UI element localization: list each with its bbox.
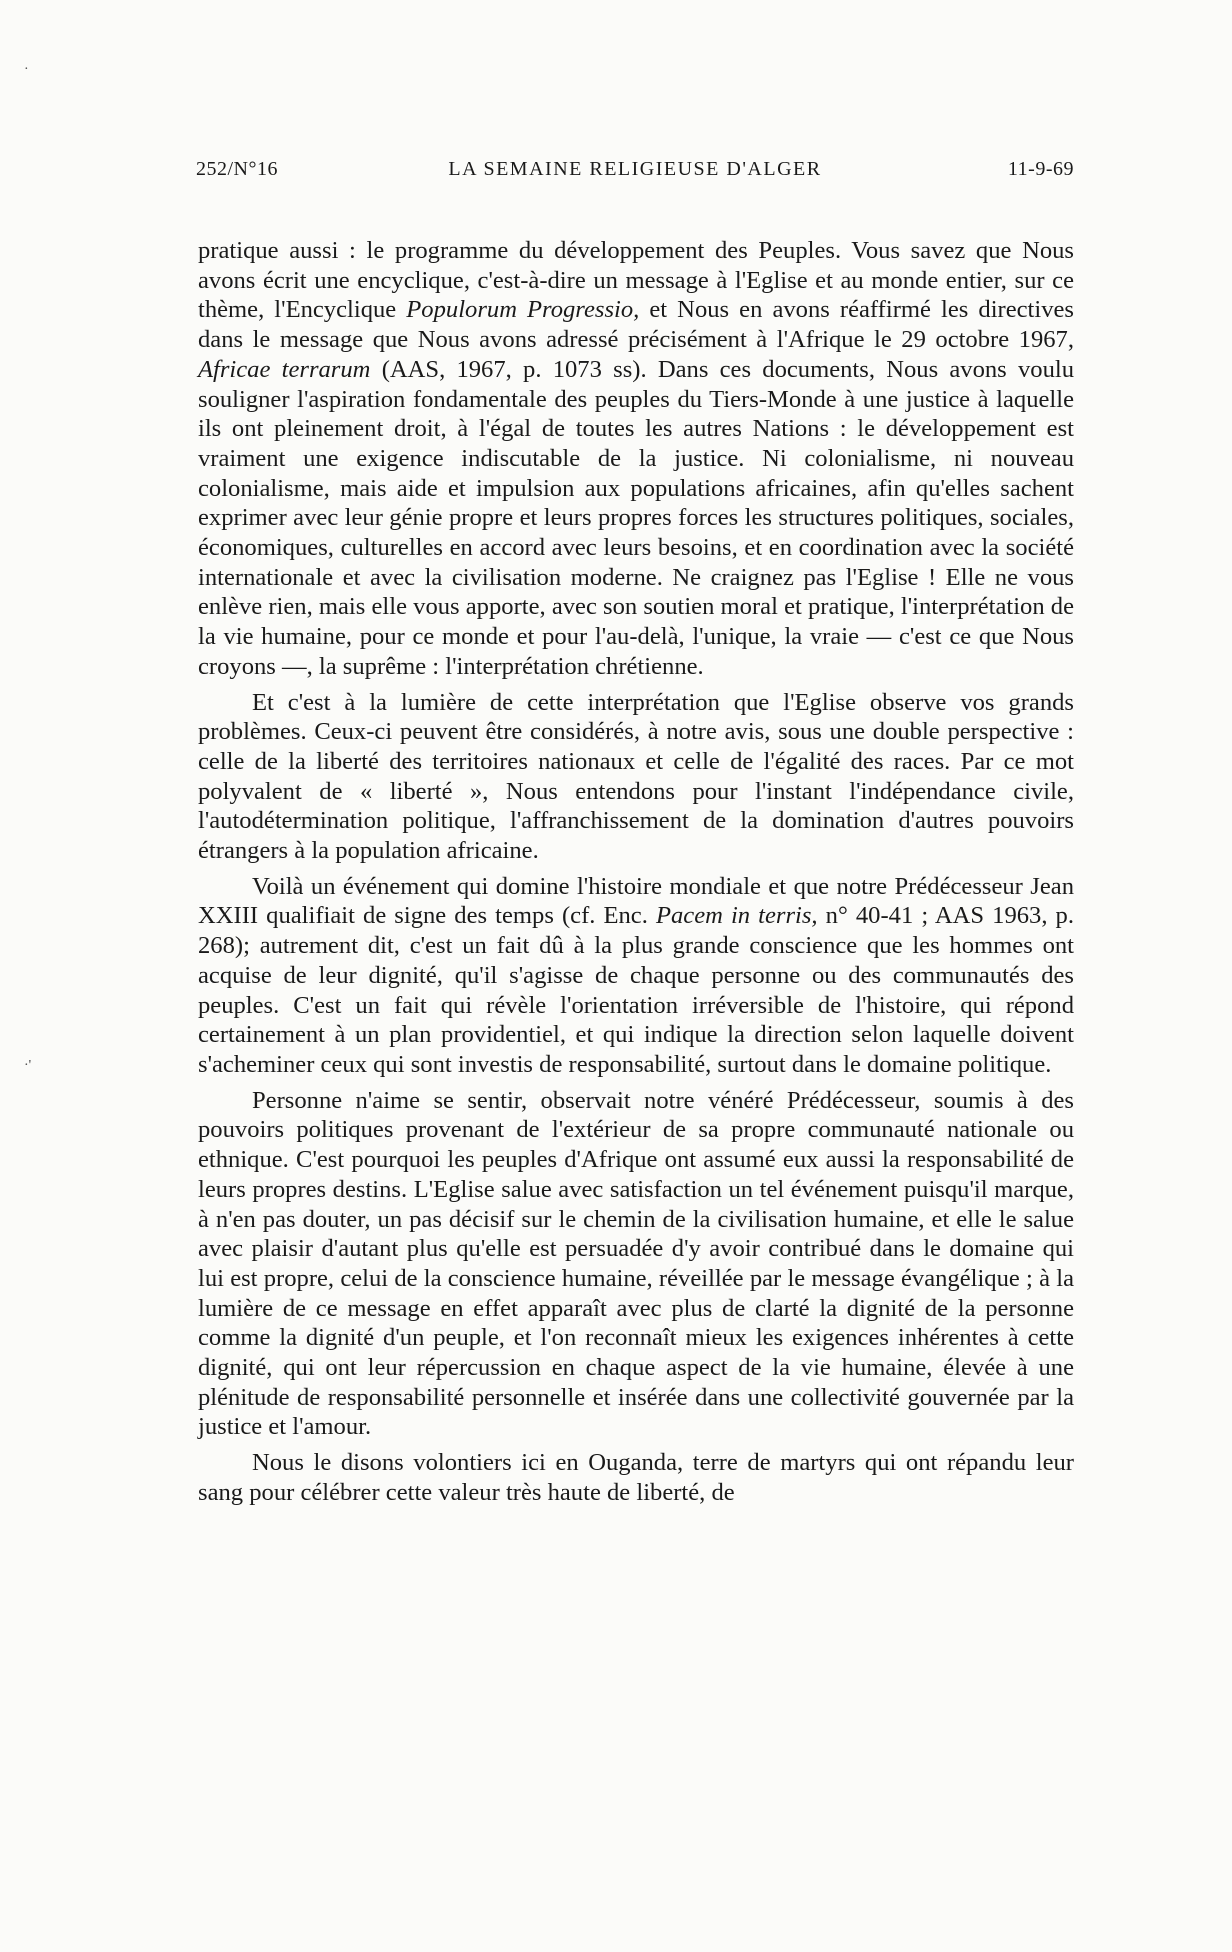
body-text (198, 236, 1074, 1514)
publication-title: LA SEMAINE RELIGIEUSE D'ALGER (448, 158, 822, 180)
text-run: Personne n'aime se sentir, observait notre vénéré Prédécesseur, soumis à des pouvoirs politiques provenant de l'extérieur de sa propre communauté nationale ou ethnique. C'est pourquoi les peuples d'Afrique ont assumé eux aussi la responsabilité de leurs propres destins. L'Eglise salue avec satisfaction un tel événement puisqu'il marque, à n'en pas douter, un pas décisif sur le chemin de la civilisation humaine, et elle le salue avec plaisir d'autant plus qu'elle est persuadée d'y avoir contribué dans le domaine qui lui est propre, celui de la conscience humaine, réveillée par le message évangélique ; à la lumière de ce message en effet apparaît avec plus de clarté la dignité de la personne comme la dignité d'un peuple, et l'on reconnaît mieux les exigences inhérentes à cette dignité, qui ont leur répercussion en chaque aspect de la vie humaine, élevée à une plénitude de responsabilité personnelle et insérée dans une collectivité gouvernée par la justice et l'amour. (198, 1086, 1074, 1441)
text-run: (AAS, 1967, p. 1073 ss). Dans ces documents, Nous avons voulu souligner l'aspiration fondamentale des peuples du Tiers-Monde à une justice à laquelle ils ont pleinement droit, à l'égal de toutes les autres Nations : le développement est vraiment une exigence indiscutable de la justice. Ni colonialisme, ni nouveau colonialisme, mais aide et impulsion aux populations africaines, afin qu'elles sachent exprimer avec leur génie propre et leurs propres forces les structures politiques, sociales, économiques, culturelles en accord avec leurs besoins, et en coordination avec la société internationale et avec la civilisation moderne. Ne craignez pas l'Eglise ! Elle ne vous enlève rien, mais elle vous apporte, avec son soutien moral et pratique, l'interprétation de la vie humaine, pour ce monde et pour l'au-delà, l'unique, la vraie — c'est ce que Nous croyons —, la suprême : l'interprétation chrétienne. (198, 355, 1075, 680)
running-header (196, 158, 1074, 190)
scan-speck: · (24, 62, 29, 77)
page-number: 252/N°16 (196, 158, 278, 180)
text-run: Voilà un événement qui domine l'histoire mondiale et que notre Prédécesseur Jean XXIII qualifiait de signe des temps (cf. Enc. (198, 872, 1074, 930)
text-run: Nous le disons volontiers ici en Ouganda, terre de martyrs qui ont répandu leur sang pour célébrer cette valeur très haute de liberté, de (198, 1449, 1074, 1506)
italic-title: Africae terrarum (198, 355, 371, 383)
text-run: pratique aussi : le programme du développement des Peuples. Vous savez que Nous avons écrit une encyclique, c'est-à-dire un message à l'Eglise et au monde entier, sur ce thème, l'Encyclique (198, 237, 1074, 324)
paragraph (198, 1448, 1074, 1507)
scan-speck: ·' (24, 1058, 32, 1073)
issue-date: 11-9-69 (1007, 158, 1074, 180)
text-run: et Nous en avons réaffirmé les directives dans le message que Nous avons adressé précisément à l'Afrique le 29 octobre 1967, (198, 296, 1074, 354)
italic-title: Populorum Progressio, (406, 296, 640, 324)
text-run: Et c'est à la lumière de cette interprétation que l'Eglise observe vos grands problèmes. Ceux-ci peuvent être considérés, à notre avis, sous une double perspective : celle de la liberté des territoires nationaux et celle de l'égalité des races. Par ce mot polyvalent de « liberté », Nous entendons pour l'instant l'indépendance civile, l'autodétermination politique, l'affranchissement de la domination d'autres pouvoirs étrangers à la population africaine. (198, 688, 1074, 865)
paragraph (198, 1086, 1074, 1442)
paragraph (198, 688, 1074, 866)
paragraph (198, 236, 1074, 682)
paragraph (198, 872, 1074, 1080)
text-run: n° 40-41 ; AAS 1963, p. 268); autrement dit, c'est un fait dû à la plus grande conscience que les hommes ont acquise de leur dignité, qu'il s'agisse de chaque personne ou des communautés des peuples. C'est un fait qui révèle l'orientation irréversible de l'histoire, qui répond certainement à un plan providentiel, et qui indique la direction selon laquelle doivent s'acheminer ceux qui sont investis de responsabilité, surtout dans le domaine politique. (198, 902, 1074, 1078)
italic-title: Pacem in terris, (655, 902, 818, 930)
